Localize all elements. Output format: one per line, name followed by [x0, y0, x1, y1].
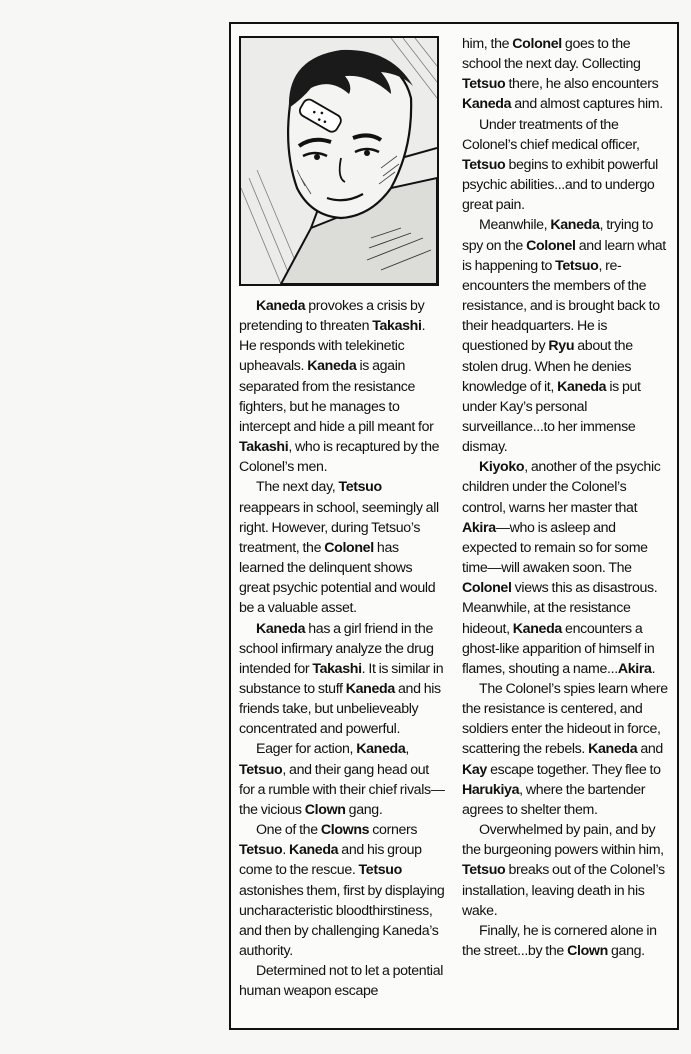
text-run: , trying to spy on the	[462, 217, 654, 254]
text-run: . He responds with telekinetic upheavals.	[239, 318, 426, 375]
text-run: Overwhelmed by pain, and by the burgeoning powers within him,	[462, 822, 664, 859]
text-run: , re-encounters the members of the resistance, and is brought back to their headquarters. He is questioned by	[462, 257, 660, 355]
text-run: Finally, he is cornered alone in the street...by the	[462, 922, 657, 960]
bold-name: Kaneda	[550, 217, 600, 234]
text-run: gang.	[345, 801, 383, 818]
bold-name: Colonel	[324, 539, 374, 556]
text-run: .	[651, 660, 656, 677]
bold-name: Akira	[462, 519, 496, 536]
bold-name: Tetsuo	[239, 842, 283, 859]
page-frame	[229, 22, 679, 1030]
bold-name: Kaneda	[356, 741, 406, 758]
text-run: gang.	[607, 943, 645, 960]
bold-name: Clown	[567, 943, 608, 960]
paragraph	[239, 820, 445, 961]
text-run: and his friends take, but unbelieveably concentrated and powerful.	[239, 680, 441, 738]
bold-name: Harukiya	[462, 781, 520, 798]
paragraph	[462, 820, 668, 921]
text-run: . It is similar in substance to stuff	[239, 660, 444, 697]
text-run: about the stolen drug. When he denies knowledge of it,	[462, 338, 633, 395]
text-run: breaks out of the Colonel’s installation, leaving death in his wake.	[462, 862, 665, 919]
bold-name: Kaneda	[588, 741, 638, 758]
bold-name: Kaneda	[307, 358, 357, 375]
bold-name: Colonel	[526, 237, 576, 254]
text-run: provokes a crisis by pretending to threaten	[239, 298, 425, 335]
bold-name: Clowns	[320, 822, 370, 839]
bold-name: Akira	[617, 660, 652, 677]
text-run: him, the	[462, 36, 513, 52]
paragraph	[239, 739, 445, 820]
right-column	[462, 34, 668, 961]
text-run: ,	[405, 741, 409, 758]
text-run: views this as disastrous. Meanwhile, at the resistance hideout,	[462, 580, 658, 637]
text-run: astonishes them, first by displaying uncharacteristic bloodthirstiness, and then by challenging Kaneda’s authority.	[239, 882, 445, 959]
text-run: and	[637, 741, 663, 758]
bold-name: Kaneda	[557, 378, 607, 395]
bold-name: Tetsuo	[338, 479, 382, 496]
paragraph	[239, 961, 445, 1001]
text-run: Under treatments of the Colonel’s chief medical officer,	[462, 116, 640, 153]
bold-name: Tetsuo	[462, 76, 506, 93]
text-run: , where the bartender agrees to shelter them.	[462, 781, 646, 818]
paragraph	[239, 477, 445, 618]
paragraph	[462, 215, 668, 457]
text-run: , who is recaptured by the Colonel’s men.	[239, 439, 440, 476]
manga-portrait-icon	[241, 38, 437, 284]
bold-name: Takashi	[372, 318, 422, 335]
bold-name: Kiyoko	[479, 459, 525, 476]
bold-name: Kaneda	[512, 620, 562, 637]
paragraph	[462, 457, 668, 679]
text-run: Determined not to let a potential human weapon escape	[239, 963, 444, 1000]
bold-name: Colonel	[512, 36, 562, 52]
paragraph	[462, 921, 668, 961]
bold-name: Kaneda	[256, 620, 306, 637]
bold-name: Kay	[462, 761, 487, 778]
text-run: is again separated from the resistance fighters, but he manages to intercept and hide a pill meant for	[239, 358, 434, 435]
text-run: Eager for action,	[256, 741, 357, 758]
text-run: and almost captures him.	[511, 96, 663, 113]
text-run: encounters a ghost-like apparition of himself in flames, shouting a name...	[462, 620, 655, 677]
bold-name: Kaneda	[345, 680, 395, 697]
text-run: , another of the psychic children under the Colonel’s control, warns her master that	[462, 459, 661, 516]
bold-name: Clown	[304, 801, 346, 818]
bold-name: Tetsuo	[462, 862, 506, 879]
text-run: there, he also encounters	[505, 76, 659, 93]
text-run: The next day,	[256, 479, 339, 496]
bold-name: Kaneda	[289, 842, 339, 859]
paragraph	[462, 34, 668, 115]
bold-name: Ryu	[548, 338, 575, 355]
text-run: —who is asleep and expected to remain so for some time—will awaken soon. The	[462, 519, 648, 577]
text-run: is put under Kay’s personal surveillance...to her immense dismay.	[462, 378, 641, 456]
bold-name: Tetsuo	[462, 156, 506, 173]
text-run: .	[282, 842, 290, 859]
text-run: One of the	[256, 822, 321, 839]
bold-name: Takashi	[239, 439, 289, 456]
character-portrait	[239, 36, 439, 286]
text-run: has a girl friend in the school infirmary analyze the drug intended for	[239, 620, 434, 677]
bold-name: Kaneda	[462, 96, 512, 113]
text-run: reappears in school, seemingly all right. However, during Tetsuo’s treatment, the	[239, 499, 439, 556]
paragraph	[462, 115, 668, 216]
text-run: Meanwhile,	[479, 217, 551, 234]
bold-name: Takashi	[312, 660, 362, 677]
bold-name: Kaneda	[256, 298, 306, 314]
text-run: has learned the delinquent shows great psychic potential and would be a valuable asset.	[239, 539, 436, 617]
text-run: begins to exhibit powerful psychic abilities...and to undergo great pain.	[462, 156, 658, 214]
paragraph	[462, 679, 668, 820]
text-run: corners	[369, 822, 418, 839]
bold-name: Tetsuo	[239, 761, 283, 778]
text-run: and his group come to the rescue.	[239, 842, 422, 879]
text-run: The Colonel’s spies learn where the resistance is centered, and soldiers enter the hideout in force, scattering the rebels.	[462, 681, 668, 758]
paragraph	[239, 296, 445, 477]
bold-name: Tetsuo	[358, 862, 402, 879]
text-run: , and their gang head out for a rumble with their chief rivals—the vicious	[239, 761, 445, 818]
paragraph	[239, 619, 445, 740]
text-run: escape together. They flee to	[486, 761, 661, 778]
bold-name: Tetsuo	[555, 257, 599, 274]
left-column	[239, 36, 445, 1001]
bold-name: Colonel	[462, 580, 512, 597]
text-run: and learn what is happening to	[462, 237, 666, 274]
text-run: goes to the school the next day. Collecting	[462, 36, 641, 73]
